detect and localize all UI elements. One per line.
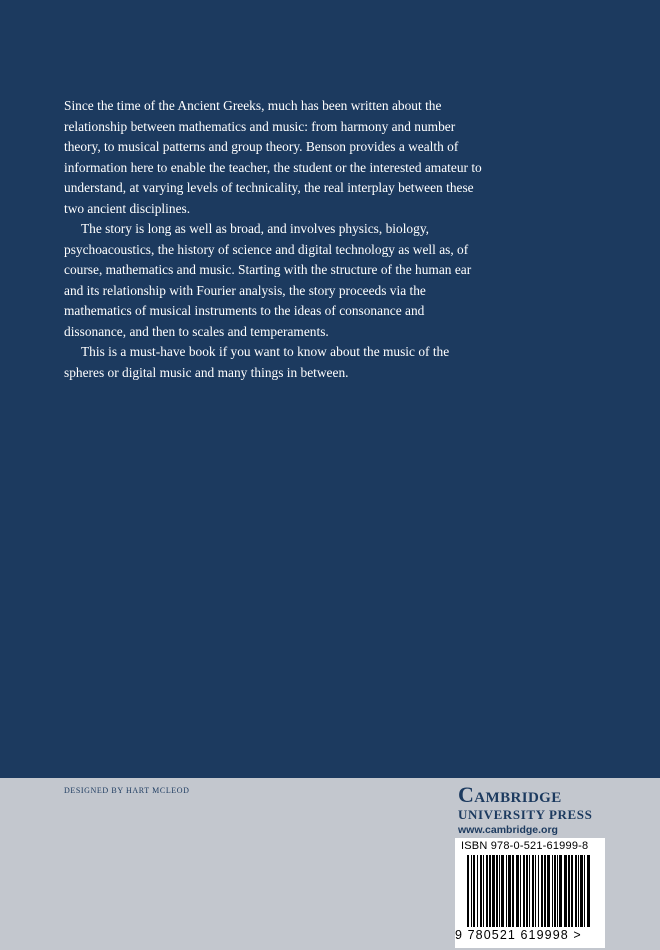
blurb-paragraph: This is a must-have book if you want to know about the music of the spheres or digital music and many things in between. [64,344,450,380]
barcode-digits: 9 780521 619998 > [455,928,582,942]
isbn-label: ISBN 978-0-521-61999-8 [461,840,589,852]
back-cover-blurb [64,96,484,383]
publisher-logo [458,783,618,838]
isbn-barcode [455,838,605,948]
publisher-name: Cambridge [458,782,562,807]
blurb-paragraph: The story is long as well as broad, and involves physics, biology, psychoacoustics, the history of science and digital technology as well as, of course, mathematics and music. Starting with the structure of the human ear and its relationship with Fourier analysis, the story proceeds via the mathematics of musical instruments to the ideas of consonance and dissonance, and then to scales and temperaments. [64,221,472,339]
blurb-paragraph: Since the time of the Ancient Greeks, much has been written about the relationship between mathematics and music: from harmony and number theory, to musical patterns and group theory. Benson provides a wealth of information here to enable the teacher, the student or the interested amateur to understand, at varying levels of technicality, the real interplay between these two ancient disciplines. [64,98,482,216]
designer-credit: DESIGNED BY HART MCLEOD [64,786,190,795]
barcode-bars [465,855,595,927]
cover-footer-band [0,778,660,950]
publisher-url: www.cambridge.org [458,824,558,836]
publisher-subtitle: UNIVERSITY PRESS [458,807,593,822]
